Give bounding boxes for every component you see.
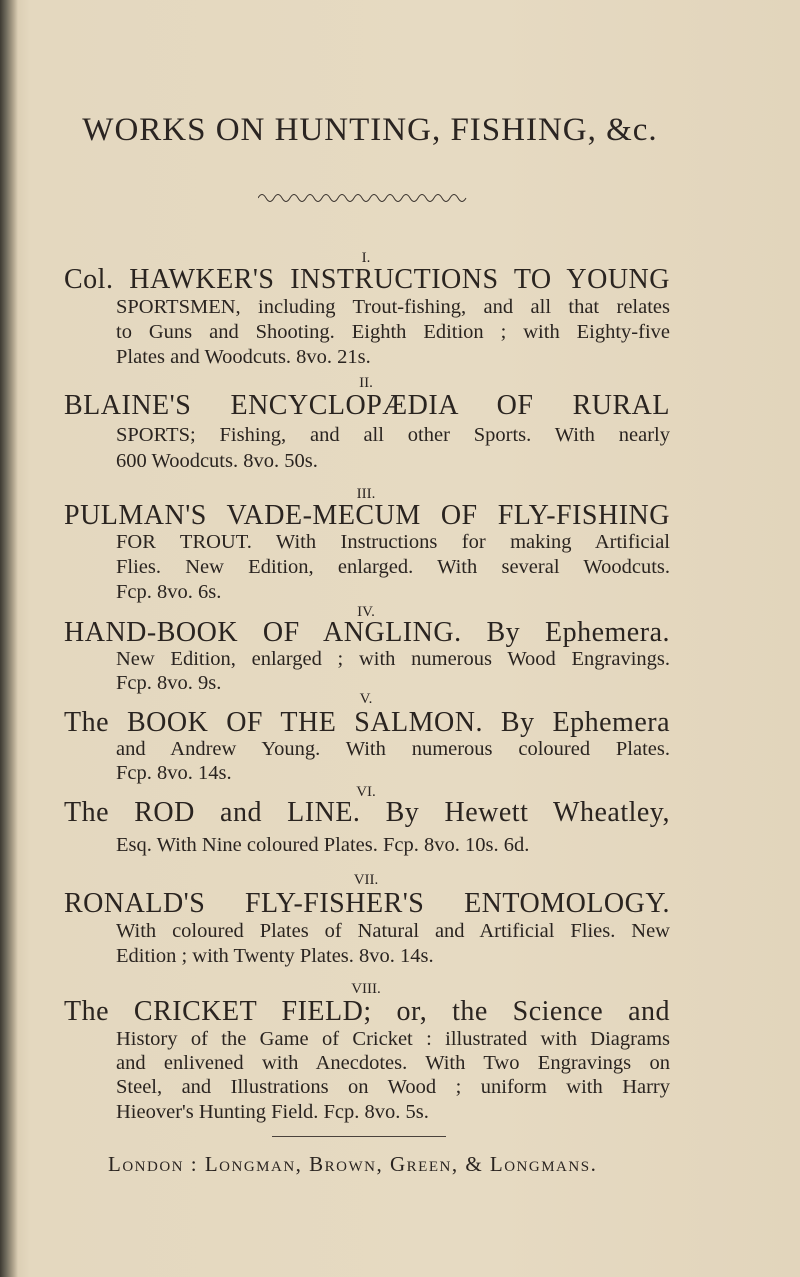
entry-numeral: II. — [359, 375, 373, 391]
entry-heading: The BOOK OF THE SALMON. By Ephemera — [64, 707, 670, 738]
entry-body-line: New Edition, enlarged ; with numerous Wood Engravings. — [116, 648, 670, 670]
entry-body-line: and Andrew Young. With numerous coloured Plates. — [116, 738, 670, 760]
entry-body-line: SPORTS; Fishing, and all other Sports. With nearly — [116, 424, 670, 446]
entry-heading: PULMAN'S VADE-MECUM OF FLY-FISHING — [64, 500, 670, 531]
footer-rule — [272, 1136, 446, 1137]
entry-body-line: SPORTSMEN, including Trout-fishing, and all that relates — [116, 296, 670, 318]
entry-heading: BLAINE'S ENCYCLOPÆDIA OF RURAL — [64, 390, 670, 421]
entry-numeral: VII. — [353, 872, 379, 888]
entry-numeral: IV. — [357, 604, 375, 620]
entry-body-line: Fcp. 8vo. 9s. — [116, 672, 222, 694]
entry-numeral: VIII. — [351, 981, 381, 997]
entry-body-line: Fcp. 8vo. 14s. — [116, 762, 232, 784]
entry-numeral: V. — [359, 691, 373, 707]
wavy-rule-ornament — [258, 190, 472, 204]
page-title: WORKS ON HUNTING, FISHING, &c. — [82, 112, 658, 148]
entry-body-line: Esq. With Nine coloured Plates. Fcp. 8vo. 10s. 6d. — [116, 834, 530, 856]
entry-heading: HAND-BOOK OF ANGLING. By Ephemera. — [64, 617, 670, 648]
entry-body-line: Hieover's Hunting Field. Fcp. 8vo. 5s. — [116, 1101, 429, 1123]
publisher-imprint: London : Longman, Brown, Green, & Longmans. — [108, 1152, 598, 1176]
entry-body-line: Flies. New Edition, enlarged. With several Woodcuts. — [116, 556, 670, 578]
entry-body-line: History of the Game of Cricket : illustrated with Diagrams — [116, 1028, 670, 1050]
entry-numeral: VI. — [356, 784, 376, 800]
entry-heading: The ROD and LINE. By Hewett Wheatley, — [64, 797, 670, 828]
entry-body-line: Fcp. 8vo. 6s. — [116, 581, 222, 603]
entry-body-line: FOR TROUT. With Instructions for making Artificial — [116, 531, 670, 553]
entry-heading: RONALD'S FLY-FISHER'S ENTOMOLOGY. — [64, 888, 670, 919]
entry-numeral: I. — [361, 250, 371, 266]
entry-body-line: and enlivened with Anecdotes. With Two Engravings on — [116, 1052, 670, 1074]
entry-numeral: III. — [356, 486, 376, 502]
entry-body-line: Steel, and Illustrations on Wood ; uniform with Harry — [116, 1076, 670, 1098]
page-binding-edge — [0, 0, 18, 1277]
entry-heading: Col. HAWKER'S INSTRUCTIONS TO YOUNG — [64, 264, 670, 295]
entry-body-line: Edition ; with Twenty Plates. 8vo. 14s. — [116, 945, 434, 967]
entry-body-line: 600 Woodcuts. 8vo. 50s. — [116, 450, 318, 472]
entry-body-line: Plates and Woodcuts. 8vo. 21s. — [116, 346, 371, 368]
entry-body-line: to Guns and Shooting. Eighth Edition ; with Eighty-five — [116, 321, 670, 343]
entry-heading: The CRICKET FIELD; or, the Science and — [64, 996, 670, 1027]
entry-body-line: With coloured Plates of Natural and Artificial Flies. New — [116, 920, 670, 942]
